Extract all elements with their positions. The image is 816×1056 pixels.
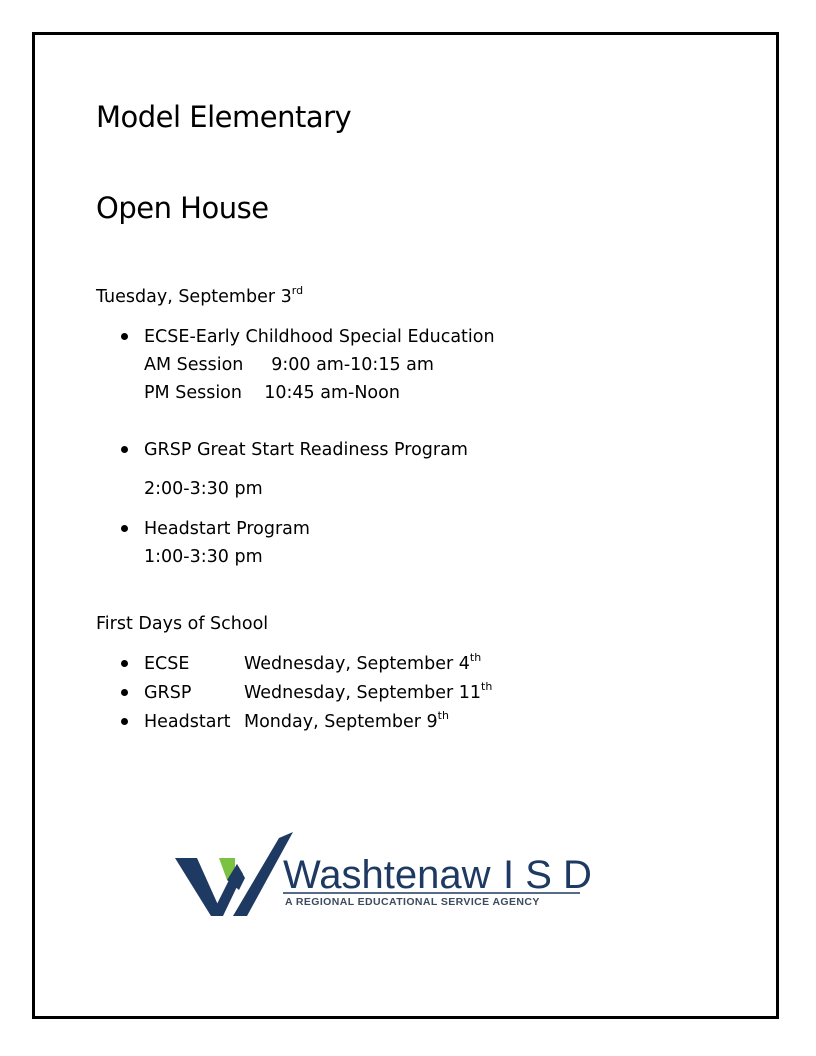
bullet-icon	[121, 446, 128, 453]
headstart-time: 1:00-3:30 pm	[144, 547, 263, 567]
ecse-am-session: AM Session 9:00 am-10:15 am	[144, 355, 434, 375]
first-day-date: Wednesday, September 4th	[244, 651, 482, 674]
headstart-program-name: Headstart Program	[144, 519, 310, 539]
first-day-program: ECSE	[144, 654, 190, 674]
first-day-program: GRSP	[144, 683, 192, 703]
washtenaw-isd-logo	[175, 830, 595, 922]
first-day-date: Wednesday, September 11th	[244, 680, 493, 703]
bullet-icon	[121, 718, 128, 725]
first-days-heading: First Days of School	[96, 614, 269, 634]
bullet-icon	[121, 660, 128, 667]
logo-tagline: A REGIONAL EDUCATIONAL SERVICE AGENCY	[285, 896, 540, 908]
logo-name: Washtenaw	[283, 853, 491, 897]
first-day-date: Monday, September 9th	[244, 709, 449, 732]
open-house-date: Tuesday, September 3rd	[96, 284, 304, 307]
w-mark-icon	[175, 832, 293, 916]
grsp-time: 2:00-3:30 pm	[144, 479, 263, 499]
ecse-pm-session: PM Session 10:45 am-Noon	[144, 383, 400, 403]
bullet-icon	[121, 333, 128, 340]
logo-abbrev: I S D	[503, 853, 592, 897]
bullet-icon	[121, 525, 128, 532]
page-subtitle: Open House	[96, 191, 269, 225]
first-day-program: Headstart	[144, 712, 231, 732]
page-title: Model Elementary	[96, 100, 352, 134]
grsp-program-name: GRSP Great Start Readiness Program	[144, 440, 468, 460]
bullet-icon	[121, 689, 128, 696]
ecse-program-name: ECSE-Early Childhood Special Education	[144, 327, 495, 347]
